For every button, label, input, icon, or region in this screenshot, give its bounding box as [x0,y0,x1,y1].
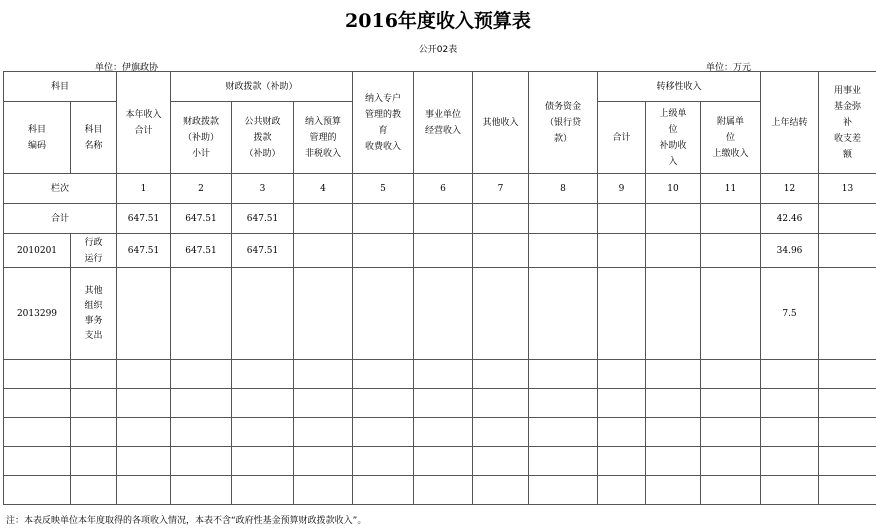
subject-name-cell [71,268,117,360]
empty-row [4,447,876,476]
column-number-label: 栏次 [4,174,117,204]
form-number: 公开02表 [418,45,458,55]
value-cell [171,268,232,360]
value-cell [294,234,353,268]
footnote: 注：本表反映单位本年度取得的各项收入情况，本表不含“政府性基金预算财政拨款收入”。 [6,516,367,526]
total-cell: 647.51 [232,204,294,234]
value-cell [294,268,353,360]
value-cell: 647.51 [232,234,294,268]
column-number: 9 [598,174,646,204]
value-cell [414,234,473,268]
value-cell [117,268,171,360]
income-budget-table [3,71,876,505]
total-cell [529,204,598,234]
unit-label-right: 单位：万元 [706,63,752,73]
header-total-income: 本年收入 合计 [117,72,171,174]
value-cell: 647.51 [171,234,232,268]
total-cell: 647.51 [117,204,171,234]
value-cell [646,234,701,268]
header-prior-balance: 上年结转 [761,72,819,174]
unit-label-left: 单位：伊旗政协 [95,63,159,73]
value-cell [819,234,876,268]
header-other-income: 其他收入 [473,72,529,174]
value-cell [353,268,414,360]
total-cell [598,204,646,234]
value-cell [646,268,701,360]
subject-name-cell: 行政 运行 [71,234,117,268]
subject-name-text: 其他组织事务支出 [84,285,103,341]
total-cell [473,204,529,234]
header-row-1 [4,72,876,102]
page-title: 2016年度收入预算表 [345,10,531,32]
column-number: 2 [171,174,232,204]
total-cell: 647.51 [171,204,232,234]
header-debt-funds: 债务资金 （银行贷 款） [529,72,598,174]
column-number: 12 [761,174,819,204]
column-number: 8 [529,174,598,204]
total-row-label: 合计 [4,204,117,234]
total-cell [819,204,876,234]
value-cell [819,268,876,360]
empty-row [4,418,876,447]
total-cell [646,204,701,234]
column-number: 13 [819,174,876,204]
value-cell [701,268,761,360]
value-cell [598,234,646,268]
column-number: 7 [473,174,529,204]
header-fund-balance: 用事业 基金弥 补 收支差 额 [819,72,876,174]
value-cell [353,234,414,268]
subject-code-cell: 2013299 [4,268,71,360]
value-cell [701,234,761,268]
value-cell: 34.96 [761,234,819,268]
value-cell [598,268,646,360]
empty-row [4,389,876,418]
header-fiscal-group: 财政拨款（补助） [171,72,353,102]
header-subject-code: 科目 编码 [4,102,71,174]
column-number: 4 [294,174,353,204]
empty-row [4,476,876,505]
value-cell: 7.5 [761,268,819,360]
header-fiscal-subtotal: 财政拨款 （补助） 小计 [171,102,232,174]
value-cell [473,234,529,268]
header-affiliate-income: 附属单 位 上缴收入 [701,102,761,174]
empty-row [4,360,876,389]
subject-code-cell: 2010201 [4,234,71,268]
value-cell [232,268,294,360]
column-number: 1 [117,174,171,204]
header-non-tax: 纳入预算 管理的 非税收入 [294,102,353,174]
column-number: 5 [353,174,414,204]
total-cell [353,204,414,234]
total-cell [294,204,353,234]
header-superior-subsidy: 上级单 位 补助收 入 [646,102,701,174]
header-special-edu: 纳入专户 管理的教 育 收费收入 [353,72,414,174]
column-number: 11 [701,174,761,204]
total-cell [414,204,473,234]
value-cell [473,268,529,360]
value-cell: 647.51 [117,234,171,268]
column-number: 3 [232,174,294,204]
column-number: 10 [646,174,701,204]
value-cell [414,268,473,360]
header-subject-name: 科目 名称 [71,102,117,174]
header-public-fiscal: 公共财政 拨款 （补助） [232,102,294,174]
total-cell [701,204,761,234]
column-number-row [4,174,876,204]
header-subject: 科目 [4,72,117,102]
header-business-income: 事业单位 经营收入 [414,72,473,174]
value-cell [529,268,598,360]
column-number: 6 [414,174,473,204]
header-transfer-total: 合计 [598,102,646,174]
header-transfer-group: 转移性收入 [598,72,761,102]
value-cell [529,234,598,268]
total-cell: 42.46 [761,204,819,234]
table-row [4,234,876,268]
table-row [4,268,876,360]
total-row [4,204,876,234]
